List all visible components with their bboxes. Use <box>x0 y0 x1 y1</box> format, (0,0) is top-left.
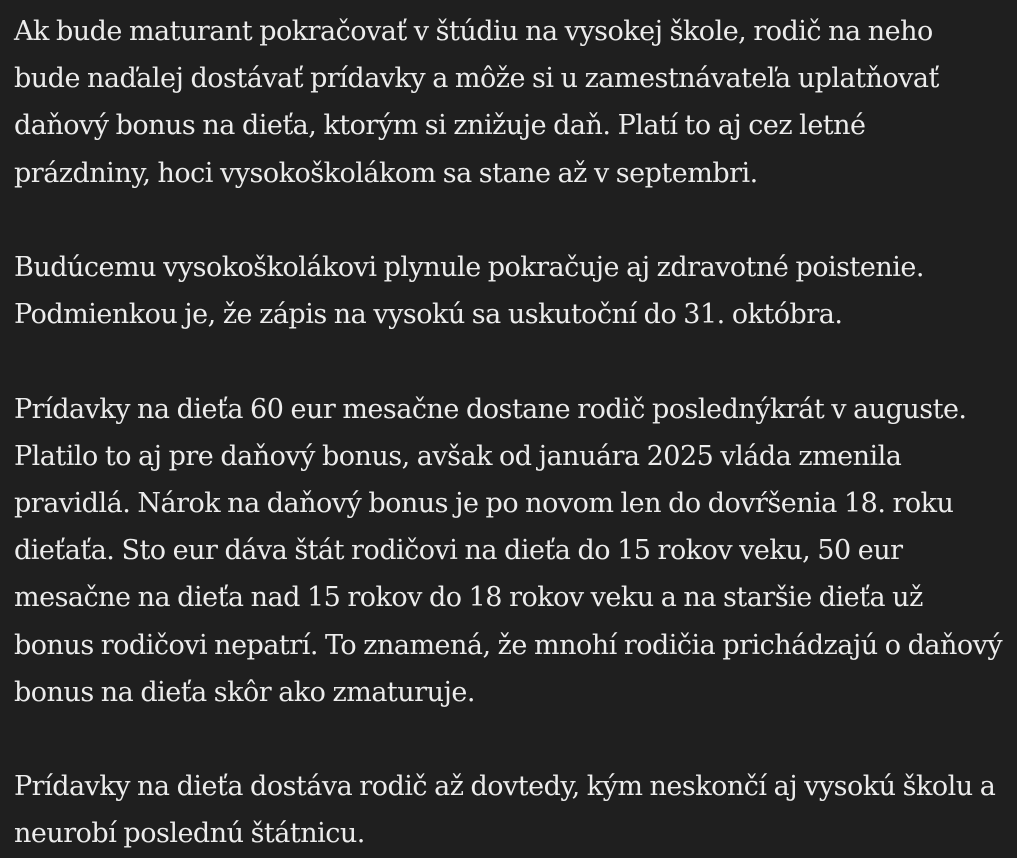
article-paragraph: Prídavky na dieťa 60 eur mesačne dostane rodič poslednýkrát v auguste. Platilo to aj pre daňový bonus, avšak od januára 2025 vláda zmenila pravidlá. Nárok na daňový bonus je po novom len do dovŕšenia 18. roku dieťaťa. Sto eur dáva štát rodičovi na dieťa do 15 rokov veku, 50 eur mesačne na dieťa nad 15 rokov do 18 rokov veku a na staršie dieťa už bonus rodičovi nepatrí. To znamená, že mnohí rodičia prichádzajú o daňový bonus na dieťa skôr ako zmaturuje. <box>14 393 1003 708</box>
article-paragraph: Ak bude maturant pokračovať v štúdiu na vysokej škole, rodič na neho bude naďalej dostávať prídavky a môže si u zamestnávateľa uplatňovať daňový bonus na dieťa, ktorým si znižuje daň. Platí to aj cez letné prázdniny, hoci vysokoškolákom sa stane až v septembri. <box>14 16 939 189</box>
article-paragraph: Prídavky na dieťa dostáva rodič až dovtedy, kým neskončí aj vysokú školu a neurobí poslednú štátnicu. <box>14 771 996 850</box>
article-paragraph: Budúcemu vysokoškolákovi plynule pokračuje aj zdravotné poistenie. Podmienkou je, že zápis na vysokú sa uskutoční do 31. októbra. <box>14 252 924 331</box>
